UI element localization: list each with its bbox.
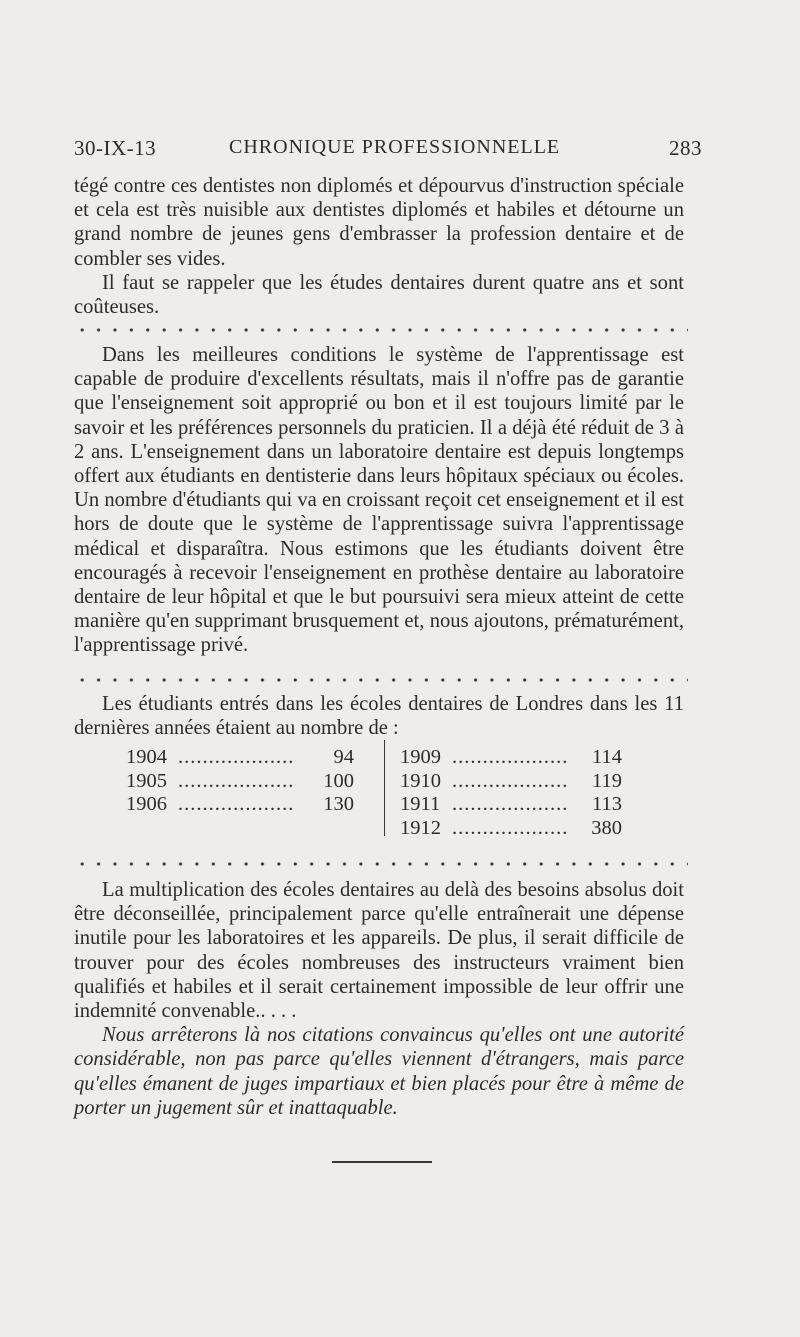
running-header [74, 136, 702, 166]
table-row [400, 746, 622, 770]
table-row [400, 793, 622, 817]
table-row [126, 793, 354, 817]
dot-leader: ................... [178, 793, 295, 815]
dot-leader: ................... [452, 793, 569, 815]
table-year: 1904 [126, 746, 167, 768]
table-row [400, 770, 622, 794]
dotted-separator [74, 859, 688, 869]
enrolment-table [126, 746, 646, 846]
table-count: 100 [323, 769, 354, 792]
paragraph-2: Il faut se rappeler que les études dentaires durent quatre ans et sont coûteuses. [74, 271, 684, 319]
dotted-separator [74, 675, 688, 685]
table-count: 113 [592, 793, 622, 815]
header-date: 30-IX-13 [74, 136, 157, 160]
table-year: 1912 [400, 816, 441, 839]
table-count: 119 [592, 769, 622, 792]
header-title: CHRONIQUE PROFESSIONNELLE [229, 136, 561, 158]
paragraph-4: Les étudiants entrés dans les écoles dentaires de Londres dans les 11 dernières années étaient au nombre de : [74, 693, 684, 740]
paragraph-3: Dans les meilleures conditions le système de l'apprentissage est capable de produire d'excellents résultats, mais il n'offre pas de garantie que l'enseignement soit approprié ou bon et il est toujours limité par le savoir et les préférences personnels du praticien. Il a déjà été réduit de 3 à 2 ans. L'enseignement dans un laboratoire dentaire est depuis longtemps offert aux étudiants en dentisterie dans leurs hôpitaux spéciaux ou écoles. Un nombre d'étudiants qui va en croissant reçoit cet enseignement et il est hors de doute que le système de l'apprentissage suivra l'apprentissage médical et disparaîtra. Nous estimons que les étudiants doivent être encouragés à recevoir l'enseignement en prothèse dentaire au laboratoire dentaire de leur hôpital et que le but poursuivi sera mieux atteint de cette manière qu'en supprimant brusquement et, nous ajoutons, prématurément, l'apprentissage privé. [74, 344, 684, 657]
table-year: 1905 [126, 769, 167, 792]
dot-leader: ................... [178, 746, 295, 768]
table-divider [384, 740, 385, 836]
closing-rule [332, 1161, 432, 1163]
dot-leader: ................... [178, 769, 295, 792]
text-block-1 [74, 174, 684, 319]
table-count: 380 [591, 816, 622, 839]
dot-leader: ................... [452, 816, 569, 839]
dot-leader: ................... [452, 746, 569, 768]
table-year: 1906 [126, 793, 167, 815]
table-column-right [400, 746, 622, 840]
text-block-2 [74, 343, 684, 658]
table-year: 1911 [400, 793, 441, 815]
table-column-left [126, 746, 354, 817]
table-year: 1910 [400, 769, 441, 792]
table-count: 114 [592, 746, 622, 768]
page-number: 283 [669, 136, 702, 160]
table-row [126, 770, 354, 794]
paragraph-1: tégé contre ces dentistes non diplomés et dépourvus d'instruction spéciale et cela est très nuisible aux dentistes diplomés et habiles et détourne un grand nombre de jeunes gens d'embrasser la profession dentaire et de combler ses vides. [74, 175, 684, 270]
text-block-4 [74, 878, 684, 1120]
dot-leader: ................... [452, 769, 569, 792]
text-block-3 [74, 692, 684, 740]
table-count: 130 [323, 793, 354, 815]
table-row [126, 746, 354, 770]
paragraph-6: Nous arrêterons là nos citations convaincus qu'elles ont une autorité considérable, non pas parce qu'elles viennent d'étrangers, mais parce qu'elles émanent de juges impartiaux et bien placés pour être à même de porter un jugement sûr et inattaquable. [74, 1024, 684, 1119]
table-year: 1909 [400, 746, 441, 768]
table-row [400, 817, 622, 841]
paragraph-5: La multiplication des écoles dentaires au delà des besoins absolus doit être déconseillée, principalement parce qu'elle entraînerait une dépense inutile pour les laboratoires et les appareils. De plus, il serait difficile de trouver pour des écoles nombreuses des instructeurs vraiment bien qualifiés et habiles et il serait certainement impossible de leur offrir une indemnité convenable.. . . . [74, 879, 684, 1023]
dotted-separator [74, 325, 688, 335]
table-count: 94 [333, 746, 354, 768]
